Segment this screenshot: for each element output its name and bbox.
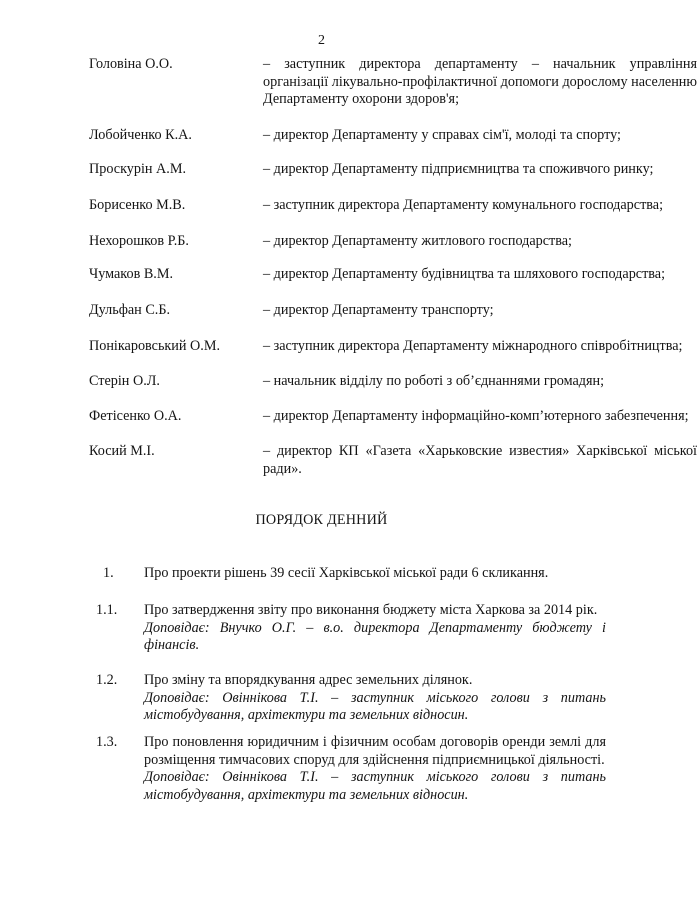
attendee-name: Фетісенко О.А. bbox=[89, 408, 182, 424]
agenda-item-body bbox=[144, 602, 606, 655]
agenda-item-text: Про затвердження звіту про виконання бюджету міста Харкова за 2014 рік. bbox=[144, 602, 598, 618]
agenda-item-body bbox=[144, 565, 610, 583]
attendee-name: Дульфан С.Б. bbox=[89, 302, 171, 318]
attendee-position: – заступник директора Департаменту комунального господарства; bbox=[263, 197, 664, 213]
attendee-name: Лобойченко К.А. bbox=[89, 127, 192, 143]
agenda-item-speaker: Доповідає: Овіннікова Т.І. – заступник міського голови з питань містобудування, архітектури та земельних відносин. bbox=[144, 769, 606, 803]
agenda-item-text: Про поновлення юридичним і фізичним особам договорів оренди землі для розміщення тимчасових споруд для здійснення підприємницької діяльності. bbox=[144, 734, 606, 768]
attendee-position: – директор Департаменту інформаційно-комп’ютерного забезпечення; bbox=[263, 408, 689, 424]
agenda-item-body bbox=[144, 672, 606, 725]
agenda-item-number: 1.2. bbox=[96, 672, 118, 688]
agenda-item-body bbox=[144, 734, 606, 804]
attendee-name: Чумаков В.М. bbox=[89, 266, 173, 282]
attendee-position: – директор Департаменту транспорту; bbox=[263, 302, 494, 318]
agenda-item-number: 1.1. bbox=[96, 602, 118, 618]
attendee-name: Нехорошков Р.Б. bbox=[89, 233, 189, 249]
agenda-item-number: 1.3. bbox=[96, 734, 118, 750]
page-number: 2 bbox=[318, 33, 325, 48]
agenda-item-text: Про зміну та впорядкування адрес земельних ділянок. bbox=[144, 672, 473, 688]
attendee-position: – директор Департаменту будівництва та шляхового господарства; bbox=[263, 266, 666, 282]
attendee-name: Борисенко М.В. bbox=[89, 197, 186, 213]
attendee-position: – директор КП «Газета «Харьковские известия» Харківської міської ради». bbox=[263, 443, 697, 477]
agenda-item-text: Про проекти рішень 39 сесії Харківської міської ради 6 скликання. bbox=[144, 565, 549, 581]
attendee-position: – директор Департаменту у справах сім'ї, молоді та спорту; bbox=[263, 127, 621, 143]
attendee-name: Головіна О.О. bbox=[89, 56, 173, 72]
attendee-position: – начальник відділу по роботі з об’єднаннями громадян; bbox=[263, 373, 605, 389]
attendee-position: – заступник директора департаменту – начальник управління організації лікувально-профілактичної допомоги дорослому населенню Департаменту охорони здоров'я; bbox=[263, 56, 697, 107]
attendee-name: Стерін О.Л. bbox=[89, 373, 160, 389]
agenda-item-number: 1. bbox=[103, 565, 114, 581]
attendee-name: Понікаровський О.М. bbox=[89, 338, 220, 354]
agenda-heading: ПОРЯДОК ДЕННИЙ bbox=[255, 512, 388, 528]
attendee-position: – директор Департаменту підприємництва та споживчого ринку; bbox=[263, 161, 654, 177]
attendee-position: – директор Департаменту житлового господарства; bbox=[263, 233, 572, 249]
attendee-name: Проскурін А.М. bbox=[89, 161, 186, 177]
agenda-item-speaker: Доповідає: Внучко О.Г. – в.о. директора Департаменту бюджету і фінансів. bbox=[144, 619, 606, 653]
attendee-position: – заступник директора Департаменту міжнародного співробітництва; bbox=[263, 338, 683, 354]
attendee-name: Косий М.І. bbox=[89, 443, 155, 459]
agenda-item-speaker: Доповідає: Овіннікова Т.І. – заступник міського голови з питань містобудування, архітектури та земельних відносин. bbox=[144, 689, 606, 723]
